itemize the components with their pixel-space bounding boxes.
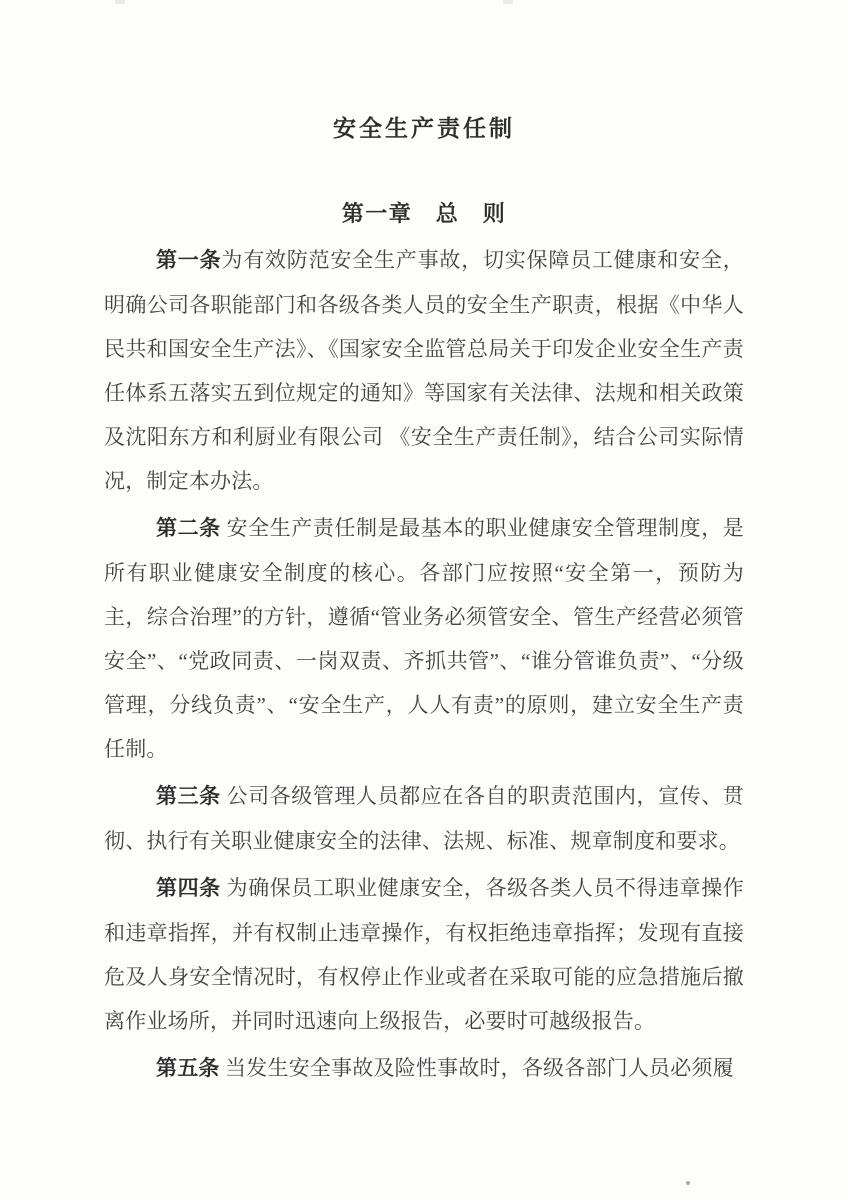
article-3-text: 公司各级管理人员都应在各自的职责范围内，宣传、贯彻、执行有关职业健康安全的法律、法规、标准、规章制度和要求。 (104, 784, 744, 853)
article-1-number: 第一条 (156, 249, 222, 272)
article-4 (104, 866, 744, 1043)
article-3-number: 第三条 (156, 785, 221, 808)
document-body (104, 238, 744, 1091)
article-2-text: 安全生产责任制是最基本的职业健康安全管理制度，是所有职业健康安全制度的核心。各部门应按照“安全第一，预防为主，综合治理”的方针，遵循“管业务必须管安全、管生产经营必须管安全”、“党政同责、一岗双责、齐抓共管”、“谁分管谁负责”、“分级管理，分线负责”、“安全生产，人人有责”的原则，建立安全生产责任制。 (104, 516, 744, 761)
article-2-number: 第二条 (156, 517, 221, 540)
article-1 (104, 238, 744, 503)
article-4-text: 为确保员工职业健康安全，各级各类人员不得违章操作和违章指挥，并有权制止违章操作，有权拒绝违章指挥；发现有直接危及人身安全情况时，有权停止作业或者在采取可能的应急措施后撤离作业场所，并同时迅速向上级报告，必要时可越级报告。 (104, 876, 744, 1033)
article-4-number: 第四条 (156, 877, 221, 900)
article-2 (104, 506, 744, 771)
article-5 (104, 1046, 744, 1091)
scan-artifact (503, 0, 513, 4)
article-1-text: 为有效防范安全生产事故，切实保障员工健康和安全，明确公司各职能部门和各级各类人员的安全生产职责，根据《中华人民共和国安全生产法》、《国家安全监管总局关于印发企业安全生产责任体系五落实五到位规定的通知》等国家有关法律、法规和相关政策及沈阳东方和利厨业有限公司 《安全生产责任制》，结合公司实际情况，制定本办法。 (104, 248, 744, 493)
article-5-text: 当发生安全事故及险性事故时，各级各部门人员必须履 (219, 1056, 734, 1080)
scan-speck (686, 1181, 690, 1185)
article-3 (104, 774, 744, 863)
scan-artifact (115, 0, 125, 4)
document-title: 安全生产责任制 (333, 115, 515, 141)
chapter-heading: 第一章 总 则 (341, 201, 507, 226)
article-5-number: 第五条 (156, 1057, 220, 1080)
